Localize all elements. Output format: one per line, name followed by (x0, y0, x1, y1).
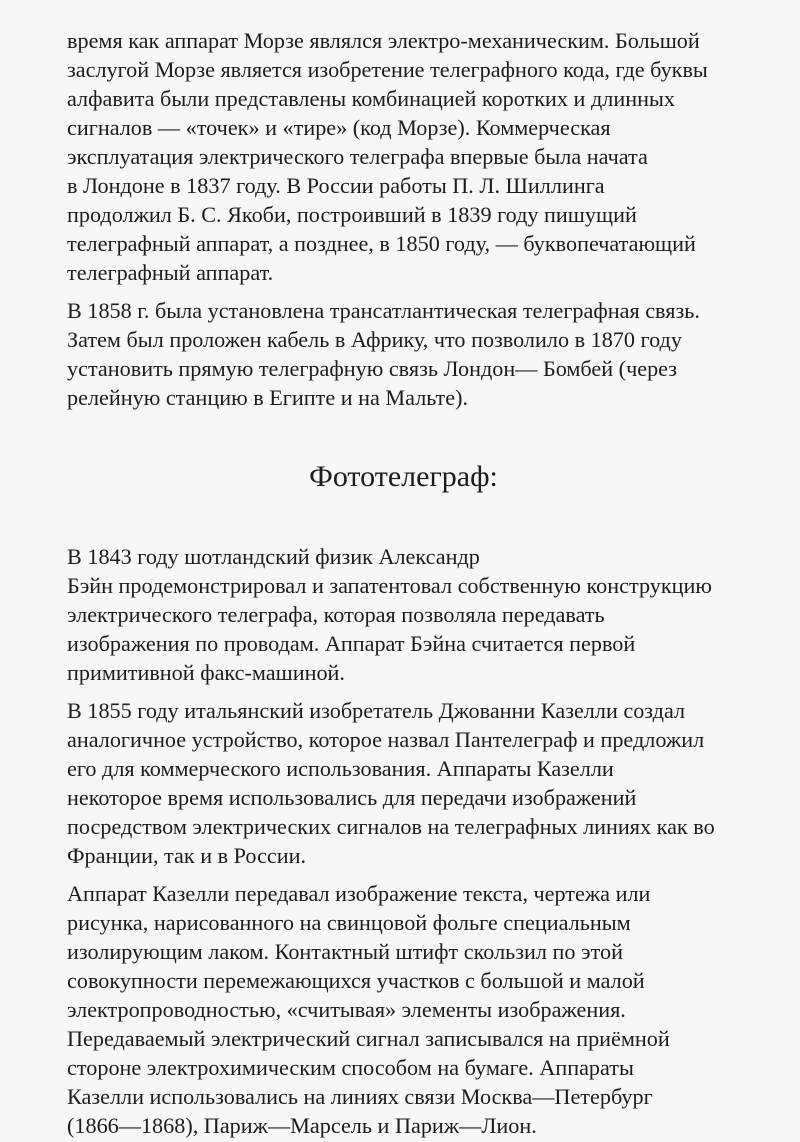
paragraph-caselli-pantelegraph (67, 696, 780, 870)
text-line: В 1855 году итальянский изобретатель Джованни Казелли создал (67, 698, 686, 723)
text-line: сигналов — «точек» и «тире» (код Морзе). Коммерческая (67, 115, 611, 140)
text-line: Затем был проложен кабель в Африку, что позволило в 1870 году (67, 327, 682, 352)
paragraph-morse-code (67, 26, 780, 287)
text-line: в Лондоне в 1837 году. В России работы П. Л. Шиллинга (67, 173, 605, 198)
text-line: примитивной факс-машиной. (67, 660, 345, 685)
text-line: рисунка, нарисованного на свинцовой фольге специальным (67, 910, 631, 935)
text-line: Передаваемый электрический сигнал записывался на приёмной (67, 1026, 670, 1051)
text-line: некоторое время использовались для передачи изображений (67, 785, 637, 810)
text-line: Бэйн продемонстрировал и запатентовал собственную конструкцию (67, 573, 712, 598)
text-line: стороне электрохимическим способом на бумаге. Аппараты (67, 1055, 634, 1080)
text-line: Казелли использовались на линиях связи Москва—Петербург (67, 1084, 653, 1109)
text-line: алфавита были представлены комбинацией коротких и длинных (67, 86, 675, 111)
text-line: (1866—1868), Париж—Марсель и Париж—Лион. (67, 1113, 537, 1138)
text-line: время как аппарат Морзе являлся электро-механическим. Большой (67, 28, 700, 53)
text-line: совокупности перемежающихся участков с большой и малой (67, 968, 645, 993)
text-line: телеграфный аппарат, а позднее, в 1850 году, — буквопечатающий (67, 231, 696, 256)
text-line: В 1858 г. была установлена трансатлантическая телеграфная связь. (67, 298, 700, 323)
text-line: электрического телеграфа, которая позволяла передавать (67, 602, 605, 627)
text-line: посредством электрических сигналов на телеграфных линиях как во (67, 814, 715, 839)
text-line: продолжил Б. С. Якоби, построивший в 1839 году пишущий (67, 202, 637, 227)
paragraph-transatlantic (67, 296, 780, 412)
paragraph-caselli-apparatus (67, 879, 780, 1140)
text-line: Аппарат Казелли передавал изображение текста, чертежа или (67, 881, 651, 906)
section-heading: Фототелеграф: (309, 460, 498, 493)
text-line: установить прямую телеграфную связь Лондон— Бомбей (через (67, 356, 678, 381)
text-line: изолирующим лаком. Контактный штифт скользил по этой (67, 939, 623, 964)
text-line: заслугой Морзе является изобретение телеграфного кода, где буквы (67, 57, 708, 82)
text-line: эксплуатация электрического телеграфа впервые была начата (67, 144, 648, 169)
text-line: телеграфный аппарат. (67, 260, 274, 285)
text-line: электропроводностью, «считывая» элементы изображения. (67, 997, 626, 1022)
text-line: его для коммерческого использования. Аппараты Казелли (67, 756, 614, 781)
text-line: релейную станцию в Египте и на Мальте). (67, 385, 469, 410)
text-line: Франции, так и в России. (67, 843, 307, 868)
text-line: аналогичное устройство, которое назвал Пантелеграф и предложил (67, 727, 705, 752)
text-line: изображения по проводам. Аппарат Бэйна считается первой (67, 631, 636, 656)
text-line: В 1843 году шотландский физик Александр (67, 544, 480, 569)
paragraph-bain (67, 542, 780, 687)
